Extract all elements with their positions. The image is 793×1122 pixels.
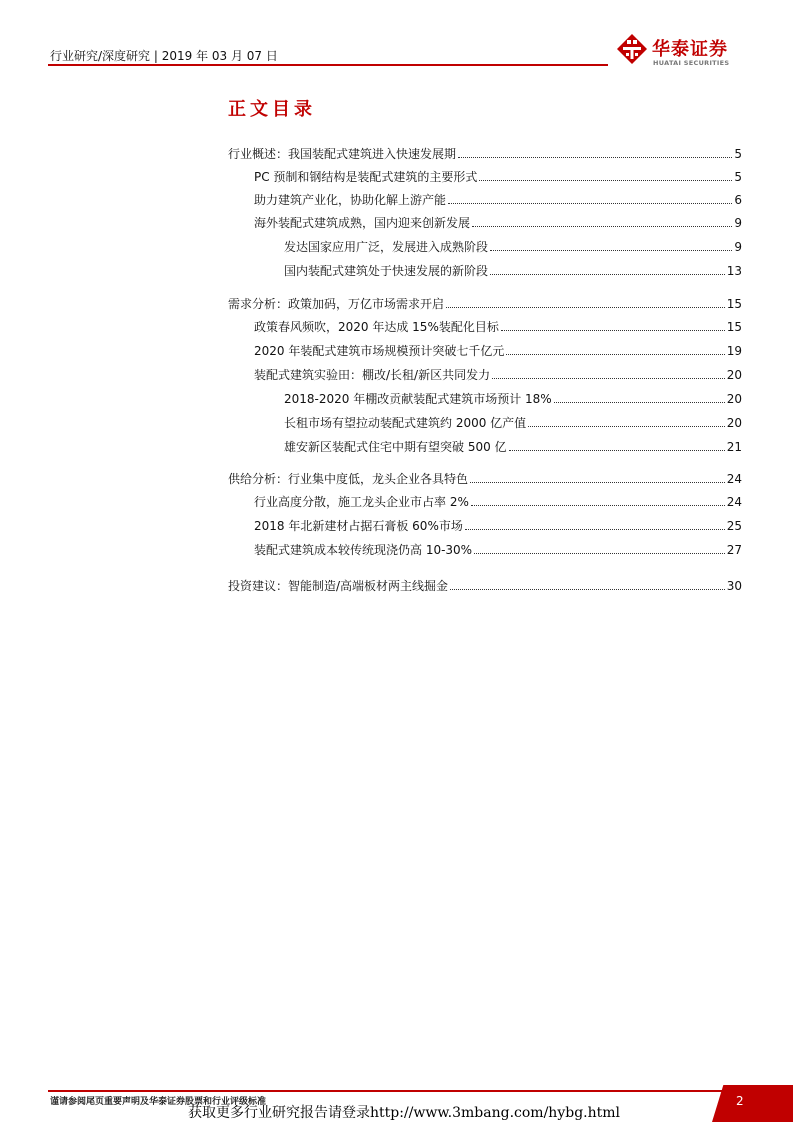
toc-entry[interactable] <box>0 146 793 162</box>
toc-entry[interactable] <box>0 192 793 208</box>
huatai-logo-icon <box>617 34 647 64</box>
toc-entry-page: 21 <box>726 440 742 454</box>
toc-entry-page: 5 <box>734 147 742 161</box>
toc-entry-label: 行业概述：我国装配式建筑进入快速发展期 <box>228 147 457 161</box>
toc-leader-dots <box>490 250 732 251</box>
toc-entry-label: 发达国家应用广泛，发展进入成熟阶段 <box>284 240 489 254</box>
toc-leader-dots <box>501 330 725 331</box>
toc-entry-label: 雄安新区装配式住宅中期有望突破 500 亿 <box>284 440 507 454</box>
toc-entry-page: 9 <box>734 240 742 254</box>
toc-leader-dots <box>479 180 732 181</box>
toc-leader-dots <box>450 589 725 590</box>
toc-entry[interactable] <box>0 367 793 383</box>
toc-entry[interactable] <box>0 518 793 534</box>
company-logo <box>617 34 747 70</box>
toc-entry-label: 行业高度分散，施工龙头企业市占率 2% <box>254 495 469 509</box>
toc-leader-dots <box>492 378 725 379</box>
toc-leader-dots <box>446 307 725 308</box>
toc-entry[interactable] <box>0 542 793 558</box>
toc-entry-label: 国内装配式建筑处于快速发展的新阶段 <box>284 264 489 278</box>
toc-entry[interactable] <box>0 391 793 407</box>
footer-page-tab <box>712 1085 793 1122</box>
toc-leader-dots <box>471 505 725 506</box>
toc-entry[interactable] <box>0 215 793 231</box>
toc-leader-dots <box>490 274 725 275</box>
toc-entry-page: 30 <box>726 579 742 593</box>
toc-entry[interactable] <box>0 169 793 185</box>
toc-title: 正文目录 <box>228 99 316 120</box>
toc-entry[interactable] <box>0 578 793 594</box>
toc-entry-page: 24 <box>726 472 742 486</box>
toc-entry-page: 20 <box>726 416 742 430</box>
toc-leader-dots <box>506 354 724 355</box>
toc-entry-label: 2018-2020 年棚改贡献装配式建筑市场预计 18% <box>284 392 552 406</box>
toc-entry-page: 15 <box>726 297 742 311</box>
toc-entry-page: 19 <box>726 344 742 358</box>
toc-entry-label: 海外装配式建筑成熟，国内迎来创新发展 <box>254 216 471 230</box>
toc-leader-dots <box>472 226 732 227</box>
toc-entry-page: 20 <box>726 392 742 406</box>
toc-entry-label: PC 预制和钢结构是装配式建筑的主要形式 <box>254 170 478 184</box>
toc-entry[interactable] <box>0 319 793 335</box>
toc-leader-dots <box>554 402 725 403</box>
toc-entry-label: 装配式建筑实验田：棚改/长租/新区共同发力 <box>254 368 491 382</box>
toc-entry-page: 24 <box>726 495 742 509</box>
toc-leader-dots <box>458 157 732 158</box>
toc-entry-label: 供给分析：行业集中度低，龙头企业各具特色 <box>228 472 469 486</box>
page-number: 2 <box>736 1094 744 1108</box>
footer-overlay-text: 获取更多行业研究报告请登录http://www.3mbang.com/hybg.html <box>188 1105 620 1121</box>
toc-entry-label: 政策春风频吹，2020 年达成 15%装配化目标 <box>254 320 499 334</box>
toc-entry-label: 装配式建筑成本较传统现浇仍高 10-30% <box>254 543 473 557</box>
toc-entry-page: 27 <box>726 543 742 557</box>
toc-entry[interactable] <box>0 239 793 255</box>
toc-entry-label: 需求分析：政策加码，万亿市场需求开启 <box>228 297 445 311</box>
footer-rule <box>48 1090 728 1092</box>
toc-entry-page: 9 <box>734 216 742 230</box>
toc-entry-page: 15 <box>726 320 742 334</box>
logo-chinese-name: 华泰证券 <box>652 39 728 60</box>
toc-entry[interactable] <box>0 494 793 510</box>
toc-entry[interactable] <box>0 471 793 487</box>
toc-leader-dots <box>474 553 725 554</box>
toc-entry[interactable] <box>0 415 793 431</box>
footer-disclaimer: 谨请参阅尾页重要声明及华泰证券股票和行业评级标准 <box>50 1097 267 1107</box>
header-rule <box>48 64 608 66</box>
toc-entry-page: 25 <box>726 519 742 533</box>
toc-entry[interactable] <box>0 343 793 359</box>
toc-entry-label: 长租市场有望拉动装配式建筑约 2000 亿产值 <box>284 416 527 430</box>
header-text: 行业研究/深度研究 | 2019 年 03 月 07 日 <box>50 49 278 63</box>
toc-leader-dots <box>470 482 725 483</box>
toc-entry-page: 6 <box>734 193 742 207</box>
toc-entry-page: 5 <box>734 170 742 184</box>
toc-entry-label: 2020 年装配式建筑市场规模预计突破七千亿元 <box>254 344 505 358</box>
toc-entry-page: 13 <box>726 264 742 278</box>
toc-leader-dots <box>509 450 725 451</box>
logo-english-name: HUATAI SECURITIES <box>653 59 730 67</box>
toc-entry[interactable] <box>0 439 793 455</box>
toc-leader-dots <box>465 529 725 530</box>
toc-entry[interactable] <box>0 263 793 279</box>
toc-entry[interactable] <box>0 296 793 312</box>
toc-entry-label: 投资建议：智能制造/高端板材两主线掘金 <box>228 579 449 593</box>
toc-leader-dots <box>448 203 732 204</box>
toc-entry-page: 20 <box>726 368 742 382</box>
toc-entry-label: 助力建筑产业化，协助化解上游产能 <box>254 193 447 207</box>
toc-leader-dots <box>528 426 725 427</box>
toc-entry-label: 2018 年北新建材占据石膏板 60%市场 <box>254 519 463 533</box>
